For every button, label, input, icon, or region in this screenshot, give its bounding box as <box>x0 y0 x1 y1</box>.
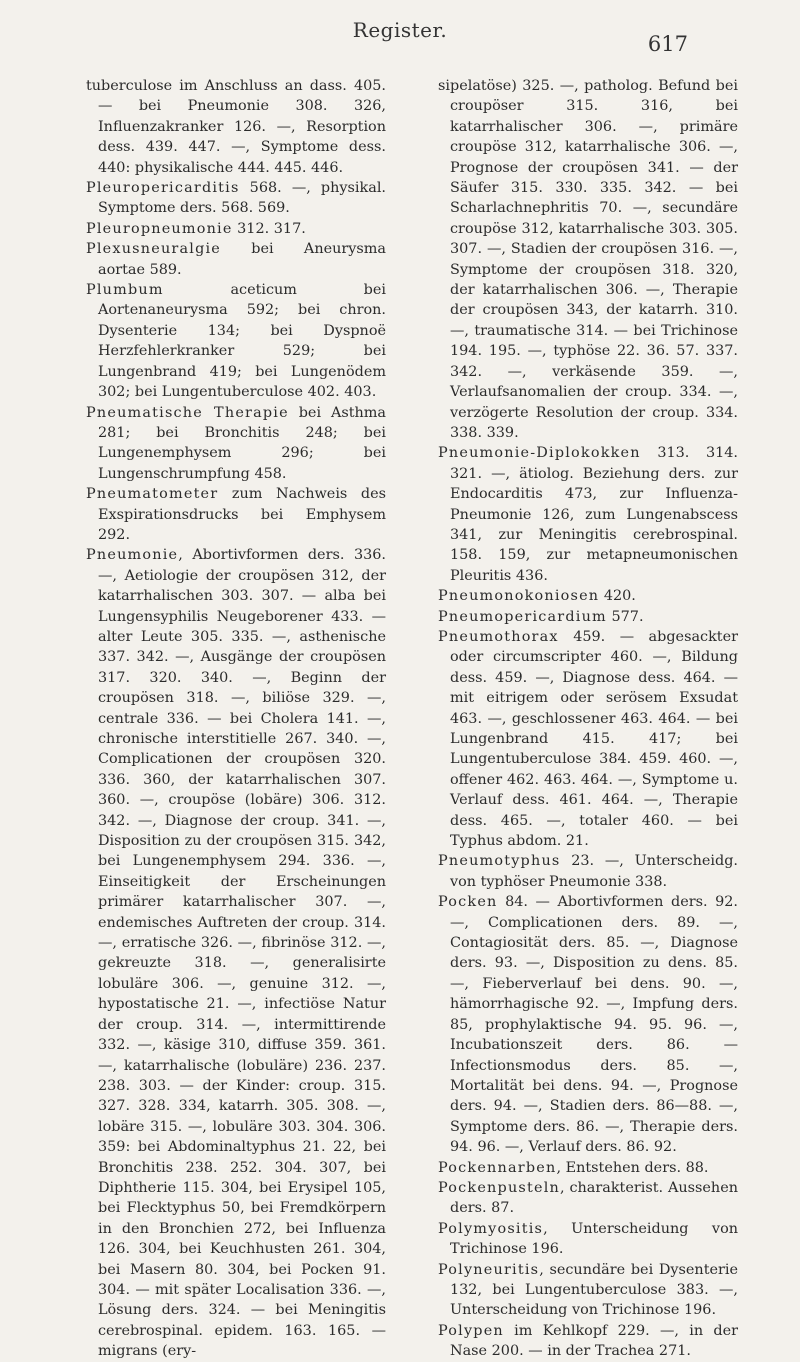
index-references: zum Nachweis des Exspirationsdrucks bei Emphysem 292. <box>98 486 386 543</box>
index-references: 84. — Abortivformen ders. 92. —, Complicationen ders. 89. —, Contagiosität ders. 85. —, Diagnose ders. 93. —, Disposition zu dens. 85. —, Fieberverlauf bei dens. 90. —, hämorrhagische 92. —, Impfung ders. 85, prophylaktische 94. 95. 96. —, Incubationszeit ders. 86. — Infectionsmodus ders. 85. —, Mortalität bei dens. 94. —, Prognose ders. 94. —, Stadien ders. 86—88. —, Symptome ders. 86. —, Therapie ders. 94. 96. —, Verlauf ders. 86. 92. <box>450 894 738 1156</box>
index-headword: Pneumatometer <box>86 486 219 503</box>
index-references: 459. — abgesackter oder circumscripter 460. —, Bildung dess. 459. —, Diagnose dess. 464. — mit eitrigem oder serösem Exsudat 463. —, geschlossener 463. 464. — bei Lungenbrand 415. 417; bei Lungentuberculose 384. 459. 460. —, offener 462. 463. 464. —, Symptome u. Verlauf dess. 461. 464. —, Therapie dess. 465. —, totaler 460. — bei Typhus abdom. 21. <box>450 628 738 850</box>
index-entry <box>438 586 738 606</box>
index-references: , secundäre bei Dysenterie 132, bei Lungentuberculose 383. —, Unterscheidung von Trichinose 196. <box>450 1261 738 1319</box>
index-headword: Pneumatische Therapie <box>86 404 289 421</box>
index-headword: Pneumonie-Diplokokken <box>438 445 641 462</box>
index-headword: Pleuropericarditis <box>86 180 240 197</box>
index-headword: Plumbum <box>86 282 164 299</box>
index-entry <box>438 607 738 627</box>
index-references: 313. 314. 321. —, ätiolog. Beziehung ders. zur Endocarditis 473, zur Influenza-Pneumonie 126, zum Lungenabscess 341, zur Meningitis cerebrospinal. 158. 159, zur metapneumonischen Pleuritis 436. <box>450 445 738 584</box>
page-number: 617 <box>647 32 688 56</box>
index-headword: Pockennarben <box>438 1159 557 1176</box>
index-headword: Pneumonie <box>86 547 179 564</box>
index-entry <box>86 178 386 219</box>
index-entry <box>86 219 386 239</box>
index-headword: Pneumonokoniosen <box>438 588 600 605</box>
index-headword: Polymyositis <box>438 1220 544 1237</box>
index-references: , Unterscheidung von Trichinose 196. <box>450 1220 738 1258</box>
index-entry <box>86 280 386 402</box>
page-header <box>0 0 800 70</box>
left-column <box>86 76 386 1362</box>
index-headword: Polyneuritis <box>438 1261 540 1278</box>
index-references: bei Asthma 281; bei Bronchitis 248; bei Lungenemphysem 296; bei Lungenschrumpfung 458. <box>98 404 386 482</box>
index-entry <box>86 484 386 545</box>
index-entry <box>438 1178 738 1219</box>
index-entry <box>438 443 738 586</box>
index-entry <box>438 1321 738 1362</box>
running-title: Register. <box>352 18 448 42</box>
index-references: 568. —, physikal. Symptome ders. 568. 569. <box>98 180 386 217</box>
index-references: sipelatöse) 325. —, patholog. Befund bei croupöser 315. 316, bei katarrhalischer 306. —, primäre croupöse 312, katarrhalische 306. —, Prognose der croupösen 341. — der Säufer 315. 330. 335. 342. — bei Scharlachnephritis 70. —, secundäre croupöse 312, katarrhalische 303. 305. 307. —, Stadien der croupösen 316. —, Symptome der croupösen 318. 320, der katarrhalischen 306. —, Therapie der croupösen 343, der katarrh. 310. —, traumatische 314. — bei Trichinose 194. 195. —, typhöse 22. 36. 57. 337. 342. —, verkäsende 359. —, Verlaufsanomalien der croup. 334. —, verzögerte Resolution der croup. 334. 338. 339. <box>438 78 738 441</box>
index-references: bei Aneurysma aortae 589. <box>98 241 386 278</box>
index-references: , charakterist. Aussehen ders. 87. <box>450 1179 738 1217</box>
index-entry <box>86 403 386 485</box>
index-headword: Pneumopericardium <box>438 608 607 625</box>
index-headword: Plexusneuralgie <box>86 241 222 258</box>
index-headword: Polypen <box>438 1322 504 1339</box>
index-references: im Kehlkopf 229. —, in der Nase 200. — in der Trachea 271. <box>450 1322 738 1360</box>
index-headword: Pneumotyphus <box>438 853 561 870</box>
index-references: 312. 317. <box>232 220 306 237</box>
index-headword: Pockenpusteln <box>438 1179 560 1196</box>
index-references: 420. <box>599 588 636 605</box>
index-references: 577. <box>606 608 644 625</box>
index-entry <box>438 1219 738 1260</box>
index-entry <box>438 851 738 892</box>
index-references: 23. —, Unterscheidg. von typhöser Pneumonie 338. <box>450 853 738 890</box>
index-headword: Pneumothorax <box>438 628 559 645</box>
index-references: tuberculose im Anschluss an dass. 405. — bei Pneumonie 308. 326, Influenzakranker 126. —, Resorption dess. 439. 447. —, Symptome dess. 440: physikalische 444. 445. 446. <box>86 78 386 176</box>
index-entry <box>438 1260 738 1321</box>
index-references: , Abortivformen ders. 336. —, Aetiologie der croupösen 312, der katarrhalischen 303. 307. — alba bei Lungensyphilis Neugeborener 433. — alter Leute 305. 335. —, asthenische 337. 342. —, Ausgänge der croupösen 317. 320. 340. —, Beginn der croupösen 318. —, biliöse 329. —, centrale 336. — bei Cholera 141. —, chronische interstitielle 267. 340. —, Complicationen der croupösen 320. 336. 360, der katarrhalischen 307. 360. —, croupöse (lobäre) 306. 312. 342. —, Diagnose der croup. 341. —, Disposition zu der croupösen 315. 342, bei Lungenemphysem 294. 336. —, Einseitigkeit der Erscheinungen primärer katarrhalischer 307. —, endemisches Auftreten der croup. 314. —, erratische 326. —, fibrinöse 312. —, gekreuzte 318. —, generalisirte lobuläre 306. —, genuine 312. —, hypostatische 21. —, infectiöse Natur der croup. 314. —, intermittirende 332. —, käsige 310, diffuse 359. 361. —, katarrhalische (lobuläre) 236. 237. 238. 303. — der Kinder: croup. 315. 327. 328. 334, katarrh. 305. 308. —, lobäre 315. —, lobuläre 303. 304. 306. 359: bei Abdominaltyphus 21. 22, bei Bronchitis 238. 252. 304. 307, bei Diphtherie 115. 304, bei Erysipel 105, bei Flecktyphus 50, bei Fremdkörpern in den Bronchien 272, bei Influenza 126. 304, bei Keuchhusten 261. 304, bei Masern 80. 304, bei Pocken 91. 304. — mit später Localisation 336. —, Lösung ders. 324. — bei Meningitis cerebrospinal. epidem. 163. 165. — migrans (ery- <box>98 547 386 1360</box>
index-references: , Entstehen ders. 88. <box>556 1159 709 1176</box>
index-entry <box>86 545 386 1361</box>
index-entry <box>438 1158 738 1178</box>
right-column <box>438 76 738 1362</box>
index-references: aceticum bei Aortenaneurysma 592; bei chron. Dysenterie 134; bei Dyspnoë Herzfehlerkranker 529; bei Lungenbrand 419; bei Lungenödem 302; bei Lungentuberculose 402. 403. <box>98 282 386 401</box>
index-entry <box>438 892 738 1157</box>
index-entry <box>438 76 738 443</box>
index-entry <box>86 76 386 178</box>
index-entry <box>86 239 386 280</box>
index-headword: Pleuropneumonie <box>86 220 233 237</box>
index-entry <box>438 627 738 851</box>
index-headword: Pocken <box>438 894 498 911</box>
